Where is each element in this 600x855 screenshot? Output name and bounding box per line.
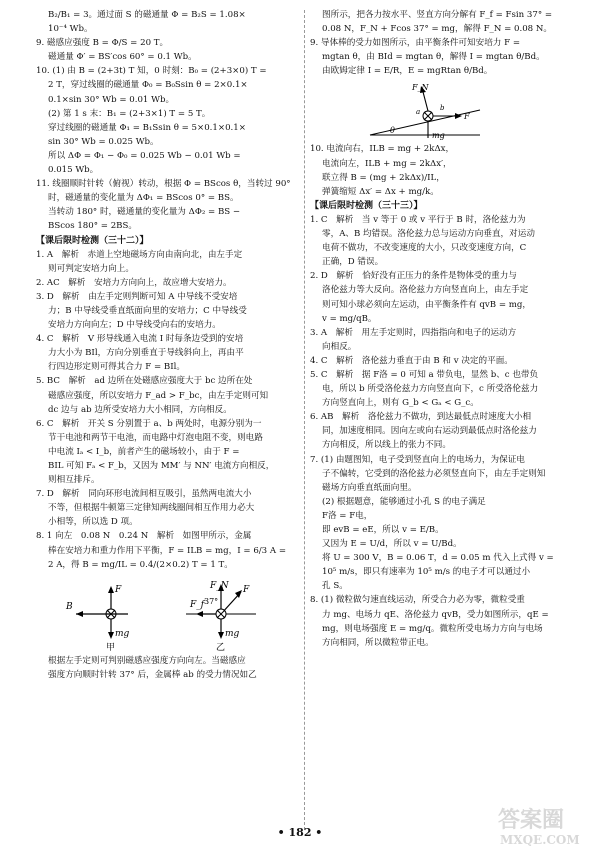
text-line: 方向相反，所以线上的张力不同。 <box>322 440 451 451</box>
left-tail-lines <box>36 654 299 682</box>
text-line: 根据左手定则可判别磁感应强度方向向左。当磁感应 <box>48 655 246 666</box>
label-F: F <box>464 112 470 122</box>
text-line: 又因为 E = U/d，所以 v = U/Bd。 <box>322 539 462 550</box>
text-line: 不等，但根据牛顿第三定律知两线圈间相互作用力必大 <box>48 503 255 514</box>
label-B: B <box>66 601 73 612</box>
text-line: dc 边与 ab 边所受安培力大小相同，方向相反。 <box>48 404 232 415</box>
text-line: mgtan θ，由 BId = mgtan θ，解得 I = mgtan θ/Bd。 <box>322 52 545 63</box>
text-line: 0.015 Wb。 <box>48 165 99 176</box>
text-line: 将 U = 300 V，B = 0.06 T，d = 0.05 m 代入上式得 v = <box>322 553 554 564</box>
text-line: 8. (1) 微粒做匀速直线运动，所受合力必为零，微粒受重 <box>310 595 525 606</box>
text-line: 时，磁通量的变化量为 ΔΦ₁ = BScos 0° = BS。 <box>48 193 239 204</box>
text-line: F洛 = F电， <box>322 510 373 521</box>
left-column <box>36 8 299 682</box>
text-line: 即 evB = eE，所以 v = E/B。 <box>322 525 444 535</box>
label-Ff: F_f <box>190 599 205 610</box>
label-angle: 37° <box>204 596 219 606</box>
text-line: 【课后限时检测（三十二）】 <box>36 235 149 246</box>
text-line: 由欧姆定律 I = E/R，E = mgRtan θ/Bd。 <box>322 66 493 77</box>
right-text-lines-2 <box>310 142 572 649</box>
text-line: 正确，D 错误。 <box>322 257 384 268</box>
right-text-lines <box>310 8 572 78</box>
text-line: 棒在安培力和重力作用下平衡，F = ILB = mg，I = 6/3 A = <box>48 545 287 556</box>
text-line: 10⁻⁴ Wb。 <box>48 24 93 35</box>
text-line: 5. C 解析 据 F洛 = 0 可知 a 带负电，显然 b、c 也带负 <box>310 369 539 380</box>
text-line: 零，A、B 均错误。洛伦兹力总与运动方向垂直，对运动 <box>322 229 535 240</box>
text-line: 磁通量 Φ′ = BS′cos 60° = 0.1 Wb。 <box>48 52 197 63</box>
left-text-lines <box>36 8 299 572</box>
label-mg: mg <box>432 131 445 141</box>
text-line: 11. 线圈顺时针转（俯视）转动，根据 Φ = BScos θ，当转过 90° <box>36 179 291 190</box>
text-line: 磁场方向垂直纸面向里。 <box>322 482 417 493</box>
text-line: 6. C 解析 开关 S 分别置于 a、b 两处时，电源分别为一 <box>36 418 262 429</box>
text-line: 2. AC 解析 安培力方向向上，故应增大安培力。 <box>36 277 232 288</box>
watermark-bottom: MXQE.COM <box>500 833 580 847</box>
text-line: 7. D 解析 同向环形电流间相互吸引，虽然两电流大小 <box>36 489 252 500</box>
text-line: 则相互排斥。 <box>48 475 100 486</box>
text-line: 当转动 180° 时，磁通量的变化量为 ΔΦ₂ = BS − <box>48 207 241 218</box>
label-a: a <box>416 108 421 117</box>
text-line: 1. C 解析 当 v 等于 0 或 v 平行于 B 时，洛伦兹力为 <box>310 214 526 225</box>
text-line: 5. BC 解析 ad 边所在处磁感应强度大于 bc 边所在处 <box>36 376 253 387</box>
text-line: 4. C 解析 V 形导线通入电流 I 时每条边受到的安培 <box>36 334 244 345</box>
figure-jia-yi <box>36 574 299 652</box>
text-line: 洛伦兹力等大反向。洛伦兹力方向竖直向上，由左手定 <box>322 285 529 296</box>
text-line: 方向相同，所以微粒带正电。 <box>322 637 434 648</box>
text-line: 力；B 中导线受垂直纸面向里的安培力；C 中导线受 <box>48 305 247 316</box>
figure-incline <box>310 80 572 140</box>
text-line: mg，则电场强度 E = mg/q。微粒所受电场力方向与电场 <box>322 623 543 634</box>
text-line: 10. (1) 由 B = (2+3t) T 知，0 时刻：B₀ = (2+3×0) T = <box>36 66 267 77</box>
text-line: 行四边形定则可得其合力 F = BIl。 <box>48 362 185 373</box>
figure-yi <box>186 581 256 652</box>
text-line: 10. 电流向右，ILB = mg + 2kΔx， <box>310 144 455 155</box>
text-line: 电荷不做功，不改变速度的大小，只改变速度方向，C <box>322 243 527 254</box>
label-FN: F_N <box>210 580 229 591</box>
label-jia: 甲 <box>106 642 116 652</box>
text-line: 穿过线圈的磁通量 Φ₁ = B₁Ssin θ = 5×0.1×0.1× <box>48 122 246 133</box>
label-F: F <box>243 584 250 595</box>
text-line: 2 T，穿过线圈的磁通量 Φ₀ = B₀Ssin θ = 2×0.1× <box>48 80 248 91</box>
text-line: 方向竖直向上，则有 G_b < Gₐ < G_c。 <box>322 398 479 409</box>
text-line: 节干电池和两节干电池，而电路中灯泡电阻不变，则电路 <box>48 432 263 443</box>
label-theta: θ <box>390 126 395 136</box>
text-line: 2. D 解析 恰好没有正压力的条件是物体受的重力与 <box>310 271 517 282</box>
text-line: BScos 180° = 2BS。 <box>48 221 137 232</box>
text-line: 【课后限时检测（三十三）】 <box>310 200 423 211</box>
text-line: 则可判定安培力向上。 <box>48 263 134 274</box>
label-mg: mg <box>115 628 130 639</box>
figure-jia <box>65 585 130 652</box>
text-line: B₂/B₁ = 3。通过面 S 的磁通量 Φ = B₂S = 1.08× <box>48 10 246 20</box>
text-line: 3. A 解析 用左手定则时，四指指向和电子的运动方 <box>310 327 517 338</box>
text-line: 7. (1) 由题图知，电子受到竖直向上的电场力，为保证电 <box>310 454 525 465</box>
label-FN: F_N <box>412 83 429 93</box>
text-line: 中电流 Iₐ < I_b，前者产生的磁场较小，由于 F = <box>48 446 240 457</box>
text-line: 小相等，所以选 D 项。 <box>48 517 138 528</box>
text-line: 电，所以 b 所受洛伦兹力方向竖直向下，c 所受洛伦兹力 <box>322 384 539 395</box>
text-line: sin 30° Wb = 0.025 Wb。 <box>48 136 159 147</box>
text-line: 磁感应强度，所以安培力 F_ad > F_bc，由左手定则可知 <box>48 390 269 401</box>
text-line: 子不偏转，它受到的洛伦兹力必须竖直向下，由左手定则知 <box>322 468 546 479</box>
watermark-logo <box>494 799 582 849</box>
text-line: 0.08 N，F_N + Fcos 37° = mg，解得 F_N = 0.08 N。 <box>322 24 552 35</box>
text-line: 9. 导体棒的受力如图所示，由平衡条件可知安培力 F = <box>310 38 521 49</box>
text-line: 2 A，得 B = mg/IL = 0.4/(2×0.2) T = 1 T。 <box>48 559 233 570</box>
text-line: 同，加速度相同。因向左或向右运动到最低点时洛伦兹力 <box>322 426 537 437</box>
text-line: 0.1×sin 30° Wb = 0.01 Wb。 <box>48 94 175 105</box>
text-line: 所以 ΔΦ = Φ₁ − Φ₀ = 0.025 Wb − 0.01 Wb = <box>48 150 241 161</box>
text-line: 联立得 B = (mg + 2kΔx)/IL， <box>322 172 445 183</box>
text-line: 电流向左，ILB + mg = 2kΔx′， <box>322 158 452 169</box>
text-line: 6. AB 解析 洛伦兹力不做功，到达最低点时速度大小相 <box>310 412 532 423</box>
text-line: 8. 1 向左 0.08 N 0.24 N 解析 如图甲所示，金属 <box>36 531 252 542</box>
text-line: 4. C 解析 洛伦兹力垂直于由 B 和 v 决定的平面。 <box>310 355 513 366</box>
text-line: 孔 S。 <box>322 581 348 592</box>
label-F: F <box>115 584 122 595</box>
right-column <box>310 8 572 650</box>
text-line: 10⁵ m/s，即只有速率为 10⁵ m/s 的电子才可以通过小 <box>322 567 531 578</box>
text-line: 力 mg、电场力 qE、洛伦兹力 qvB，受力如图所示，qE = <box>322 609 549 620</box>
text-line: 1. A 解析 赤道上空地磁场方向由南向北，由左手定 <box>36 249 243 260</box>
text-line: (2) 根据题意，能够通过小孔 S 的电子满足 <box>322 496 486 507</box>
label-mg: mg <box>225 628 240 639</box>
text-line: 3. D 解析 由左手定则判断可知 A 中导线不受安培 <box>36 291 238 302</box>
text-line: 则可知小球必须向左运动，由平衡条件有 qvB = mg， <box>322 299 531 310</box>
text-line: 安培力方向向左；D 中导线受向右的安培力。 <box>48 320 221 331</box>
text-line: BIL 可知 Fₐ < F_b，又因为 MM′ 与 NN′ 电流方向相反， <box>48 461 275 471</box>
text-line: 弹簧缩短 Δx′ = Δx + mg/k。 <box>322 186 439 197</box>
text-line: v = mg/qB。 <box>322 313 377 324</box>
label-b: b <box>440 104 445 113</box>
text-line: (2) 第 1 s 末：B₁ = (2+3×1) T = 5 T。 <box>48 108 211 119</box>
text-line: 9. 磁感应强度 B = Φ/S = 20 T。 <box>36 38 169 49</box>
text-line: 力大小为 BIl，方向分别垂直于导线斜向上，再由平 <box>48 348 244 359</box>
text-line: 图所示，把各力按水平、竖直方向分解有 F_f = Fsin 37° = <box>322 10 553 20</box>
text-line: 向相反。 <box>322 341 357 352</box>
label-yi: 乙 <box>216 642 226 652</box>
column-divider <box>304 10 305 830</box>
watermark-top: 答案圈 <box>498 807 565 833</box>
text-line: 强度方向顺时针转 37° 后，金属棒 ab 的受力情况如乙 <box>48 669 257 680</box>
page-number: • 182 • <box>277 826 323 839</box>
